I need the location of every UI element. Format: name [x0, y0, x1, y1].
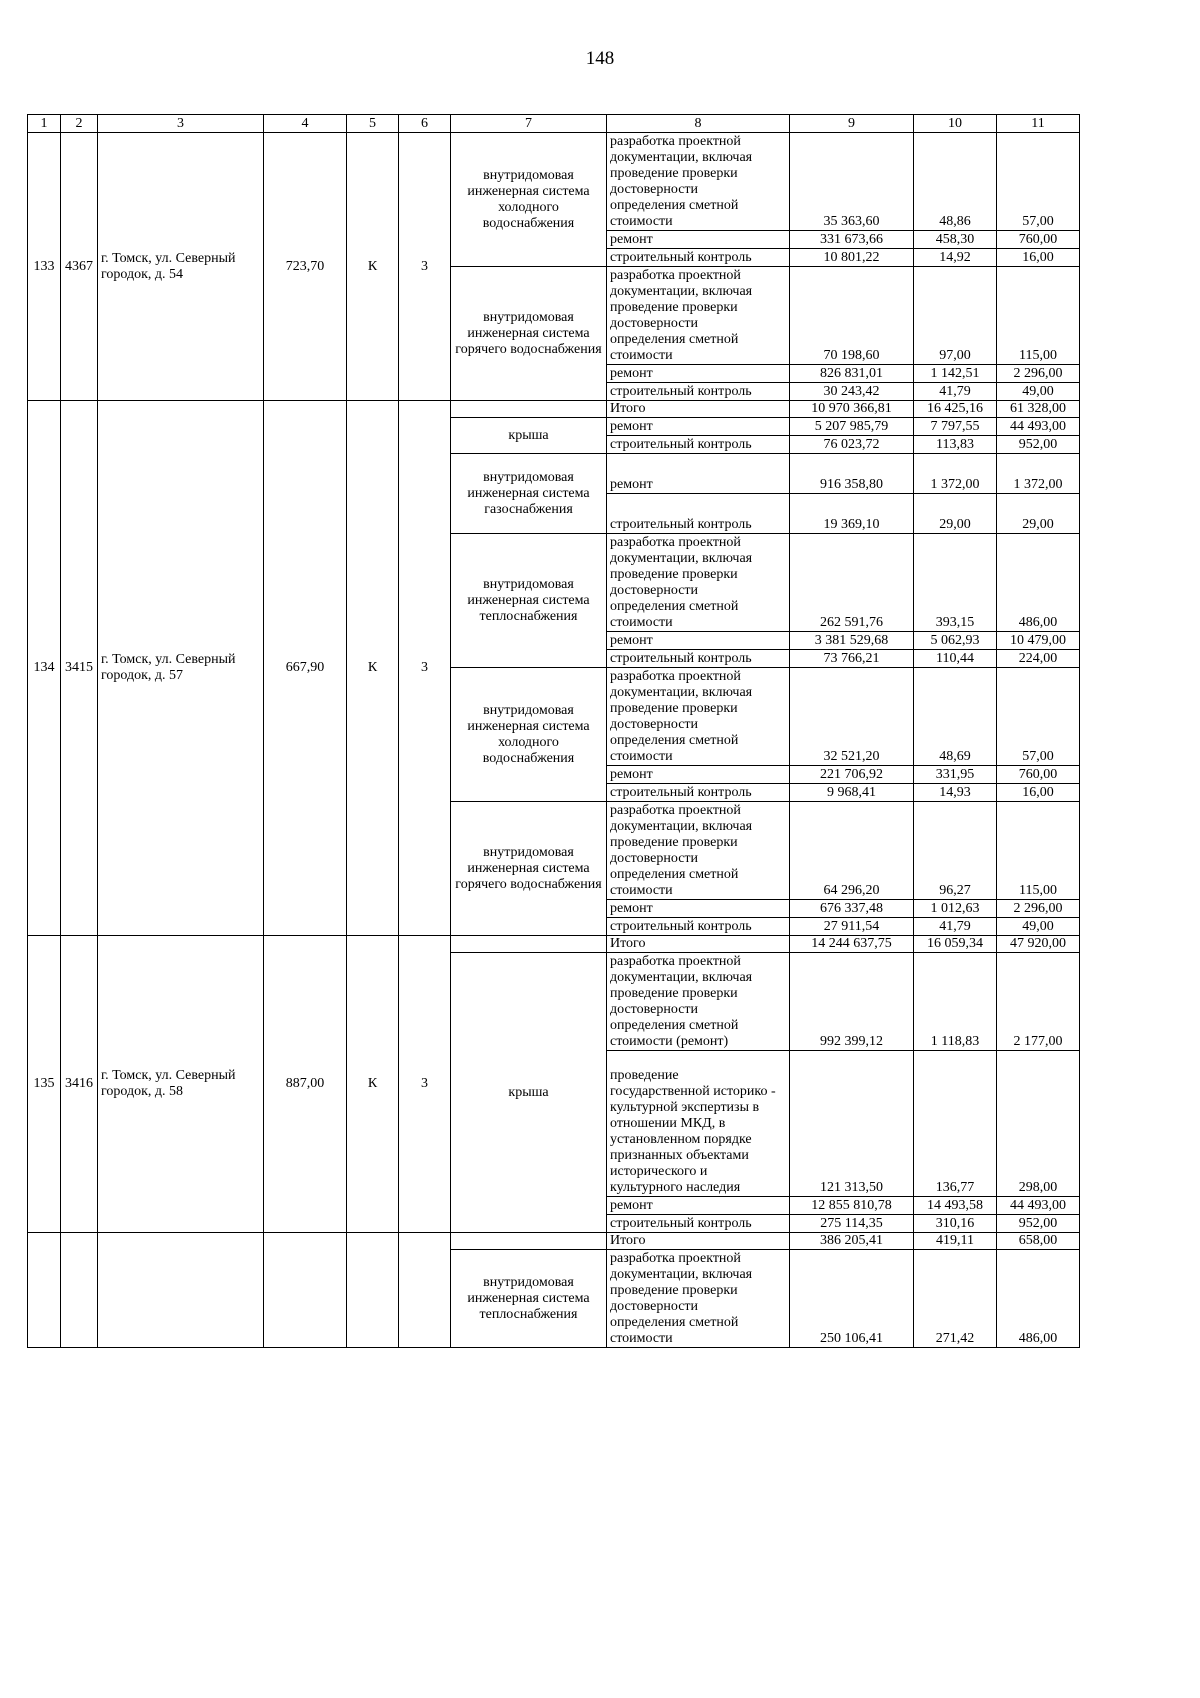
column-number-row	[28, 115, 1080, 133]
structural-element: внутридомовая инженерная система газоснабжения	[451, 454, 607, 534]
total-c10: 419,11	[914, 1233, 997, 1250]
cost-c11: 486,00	[997, 1250, 1080, 1348]
cost-c9: 70 198,60	[790, 267, 914, 365]
cost-c11: 2 296,00	[997, 365, 1080, 383]
cost-c11: 486,00	[997, 534, 1080, 632]
cost-c11: 760,00	[997, 766, 1080, 784]
table-row	[28, 133, 1080, 231]
work-type: ремонт	[607, 418, 790, 436]
cost-c10: 458,30	[914, 231, 997, 249]
total-c11: 658,00	[997, 1233, 1080, 1250]
cost-c9: 916 358,80	[790, 454, 914, 494]
structural-element: внутридомовая инженерная система горячего водоснабжения	[451, 802, 607, 936]
cost-c11: 224,00	[997, 650, 1080, 668]
cost-c10: 1 012,63	[914, 900, 997, 918]
header-cell: 6	[399, 115, 451, 133]
table-header	[28, 115, 1080, 133]
header-cell: 11	[997, 115, 1080, 133]
total-label: Итого	[607, 936, 790, 953]
cost-c11: 16,00	[997, 784, 1080, 802]
cost-c11: 57,00	[997, 668, 1080, 766]
object-type: К	[347, 936, 399, 1233]
structural-element: внутридомовая инженерная система холодного водоснабжения	[451, 133, 607, 267]
cost-c11: 952,00	[997, 1215, 1080, 1233]
element-cell-empty	[451, 401, 607, 418]
cost-c10: 14,92	[914, 249, 997, 267]
header-cell: 3	[98, 115, 264, 133]
cost-c9: 27 911,54	[790, 918, 914, 936]
header-cell: 2	[61, 115, 98, 133]
work-type: строительный контроль	[607, 650, 790, 668]
cost-c11: 44 493,00	[997, 418, 1080, 436]
object-address: г. Томск, ул. Северный городок, д. 54	[98, 133, 264, 401]
cost-c11: 115,00	[997, 802, 1080, 900]
total-c10: 16 059,34	[914, 936, 997, 953]
cost-c10: 97,00	[914, 267, 997, 365]
cost-c9: 221 706,92	[790, 766, 914, 784]
cost-c11: 298,00	[997, 1051, 1080, 1197]
cost-c10: 48,69	[914, 668, 997, 766]
total-c11: 61 328,00	[997, 401, 1080, 418]
table-row	[28, 1233, 1080, 1250]
object-number: 135	[28, 936, 61, 1233]
cost-c9: 5 207 985,79	[790, 418, 914, 436]
total-label: Итого	[607, 401, 790, 418]
work-type: разработка проектной документации, включая проведение проверки достоверности определения сметной стоимости	[607, 534, 790, 632]
cost-c10: 393,15	[914, 534, 997, 632]
table-row	[28, 401, 1080, 418]
cost-c10: 136,77	[914, 1051, 997, 1197]
work-type: разработка проектной документации, включая проведение проверки достоверности определения сметной стоимости	[607, 1250, 790, 1348]
cost-c11: 44 493,00	[997, 1197, 1080, 1215]
object-count: 3	[399, 133, 451, 401]
cost-c10: 1 118,83	[914, 953, 997, 1051]
work-type: разработка проектной документации, включая проведение проверки достоверности определения сметной стоимости	[607, 267, 790, 365]
cost-c9: 19 369,10	[790, 494, 914, 534]
cost-c10: 14 493,58	[914, 1197, 997, 1215]
cost-c9: 262 591,76	[790, 534, 914, 632]
cost-c9: 10 801,22	[790, 249, 914, 267]
cost-c11: 16,00	[997, 249, 1080, 267]
header-cell: 10	[914, 115, 997, 133]
cost-c11: 1 372,00	[997, 454, 1080, 494]
total-c9: 386 205,41	[790, 1233, 914, 1250]
cost-c10: 310,16	[914, 1215, 997, 1233]
object-count: 3	[399, 401, 451, 936]
header-cell: 5	[347, 115, 399, 133]
cost-c10: 41,79	[914, 383, 997, 401]
cost-c11: 760,00	[997, 231, 1080, 249]
cost-c9: 826 831,01	[790, 365, 914, 383]
cost-c10: 113,83	[914, 436, 997, 454]
cost-c9: 35 363,60	[790, 133, 914, 231]
table-row	[28, 936, 1080, 953]
cost-c11: 115,00	[997, 267, 1080, 365]
cost-c9: 275 114,35	[790, 1215, 914, 1233]
cost-c10: 41,79	[914, 918, 997, 936]
structural-element: крыша	[451, 418, 607, 454]
work-type: строительный контроль	[607, 784, 790, 802]
header-cell: 9	[790, 115, 914, 133]
object-number	[28, 1233, 61, 1348]
work-type: разработка проектной документации, включая проведение проверки достоверности определения сметной стоимости	[607, 802, 790, 900]
object-area: 723,70	[264, 133, 347, 401]
cost-c9: 32 521,20	[790, 668, 914, 766]
cost-c9: 9 968,41	[790, 784, 914, 802]
cost-c10: 1 142,51	[914, 365, 997, 383]
cost-c11: 49,00	[997, 918, 1080, 936]
cost-c9: 250 106,41	[790, 1250, 914, 1348]
work-type: строительный контроль	[607, 494, 790, 534]
structural-element: внутридомовая инженерная система теплоснабжения	[451, 1250, 607, 1348]
element-cell-empty	[451, 1233, 607, 1250]
total-label: Итого	[607, 1233, 790, 1250]
cost-c11: 29,00	[997, 494, 1080, 534]
object-count: 3	[399, 936, 451, 1233]
object-area: 667,90	[264, 401, 347, 936]
object-code: 3416	[61, 936, 98, 1233]
work-type: строительный контроль	[607, 436, 790, 454]
cost-c9: 64 296,20	[790, 802, 914, 900]
work-type: ремонт	[607, 454, 790, 494]
cost-c9: 30 243,42	[790, 383, 914, 401]
cost-c10: 110,44	[914, 650, 997, 668]
header-cell: 4	[264, 115, 347, 133]
header-cell: 7	[451, 115, 607, 133]
element-cell-empty	[451, 936, 607, 953]
cost-c10: 7 797,55	[914, 418, 997, 436]
structural-element: крыша	[451, 953, 607, 1233]
structural-element: внутридомовая инженерная система холодного водоснабжения	[451, 668, 607, 802]
work-type: строительный контроль	[607, 249, 790, 267]
cost-c10: 5 062,93	[914, 632, 997, 650]
total-c10: 16 425,16	[914, 401, 997, 418]
total-c9: 14 244 637,75	[790, 936, 914, 953]
work-type: строительный контроль	[607, 383, 790, 401]
object-code: 3415	[61, 401, 98, 936]
cost-c10: 48,86	[914, 133, 997, 231]
cost-c9: 676 337,48	[790, 900, 914, 918]
work-type: ремонт	[607, 231, 790, 249]
cost-c9: 3 381 529,68	[790, 632, 914, 650]
table-body	[28, 133, 1080, 1348]
work-type: ремонт	[607, 632, 790, 650]
cost-c11: 952,00	[997, 436, 1080, 454]
cost-c10: 1 372,00	[914, 454, 997, 494]
object-code	[61, 1233, 98, 1348]
work-type: ремонт	[607, 365, 790, 383]
cost-c9: 76 023,72	[790, 436, 914, 454]
object-number: 134	[28, 401, 61, 936]
cost-c10: 14,93	[914, 784, 997, 802]
cost-c11: 57,00	[997, 133, 1080, 231]
cost-c9: 12 855 810,78	[790, 1197, 914, 1215]
structural-element: внутридомовая инженерная система теплоснабжения	[451, 534, 607, 668]
work-type: разработка проектной документации, включая проведение проверки достоверности определения сметной стоимости	[607, 668, 790, 766]
object-type: К	[347, 133, 399, 401]
cost-c10: 96,27	[914, 802, 997, 900]
cost-c9: 992 399,12	[790, 953, 914, 1051]
work-type: строительный контроль	[607, 918, 790, 936]
object-code: 4367	[61, 133, 98, 401]
work-type: разработка проектной документации, включая проведение проверки достоверности определения сметной стоимости (ремонт)	[607, 953, 790, 1051]
object-type	[347, 1233, 399, 1348]
work-type: строительный контроль	[607, 1215, 790, 1233]
page-number: 148	[585, 48, 615, 69]
total-c11: 47 920,00	[997, 936, 1080, 953]
object-area: 887,00	[264, 936, 347, 1233]
object-type: К	[347, 401, 399, 936]
cost-c11: 49,00	[997, 383, 1080, 401]
cost-c10: 29,00	[914, 494, 997, 534]
object-area	[264, 1233, 347, 1348]
work-type: ремонт	[607, 900, 790, 918]
cost-c11: 2 177,00	[997, 953, 1080, 1051]
cost-c9: 73 766,21	[790, 650, 914, 668]
cost-c11: 10 479,00	[997, 632, 1080, 650]
cost-c10: 331,95	[914, 766, 997, 784]
cost-c10: 271,42	[914, 1250, 997, 1348]
header-cell: 8	[607, 115, 790, 133]
total-c9: 10 970 366,81	[790, 401, 914, 418]
structural-element: внутридомовая инженерная система горячего водоснабжения	[451, 267, 607, 401]
repair-schedule-table	[27, 114, 1080, 1348]
object-address: г. Томск, ул. Северный городок, д. 58	[98, 936, 264, 1233]
work-type: проведение государственной историко - культурной экспертизы в отношении МКД, в установленном порядке признанных объектами исторического и культурного наследия	[607, 1051, 790, 1197]
object-count	[399, 1233, 451, 1348]
cost-c9: 121 313,50	[790, 1051, 914, 1197]
header-cell: 1	[28, 115, 61, 133]
object-number: 133	[28, 133, 61, 401]
work-type: ремонт	[607, 1197, 790, 1215]
work-type: разработка проектной документации, включая проведение проверки достоверности определения сметной стоимости	[607, 133, 790, 231]
work-type: ремонт	[607, 766, 790, 784]
object-address: г. Томск, ул. Северный городок, д. 57	[98, 401, 264, 936]
cost-c9: 331 673,66	[790, 231, 914, 249]
cost-c11: 2 296,00	[997, 900, 1080, 918]
object-address	[98, 1233, 264, 1348]
